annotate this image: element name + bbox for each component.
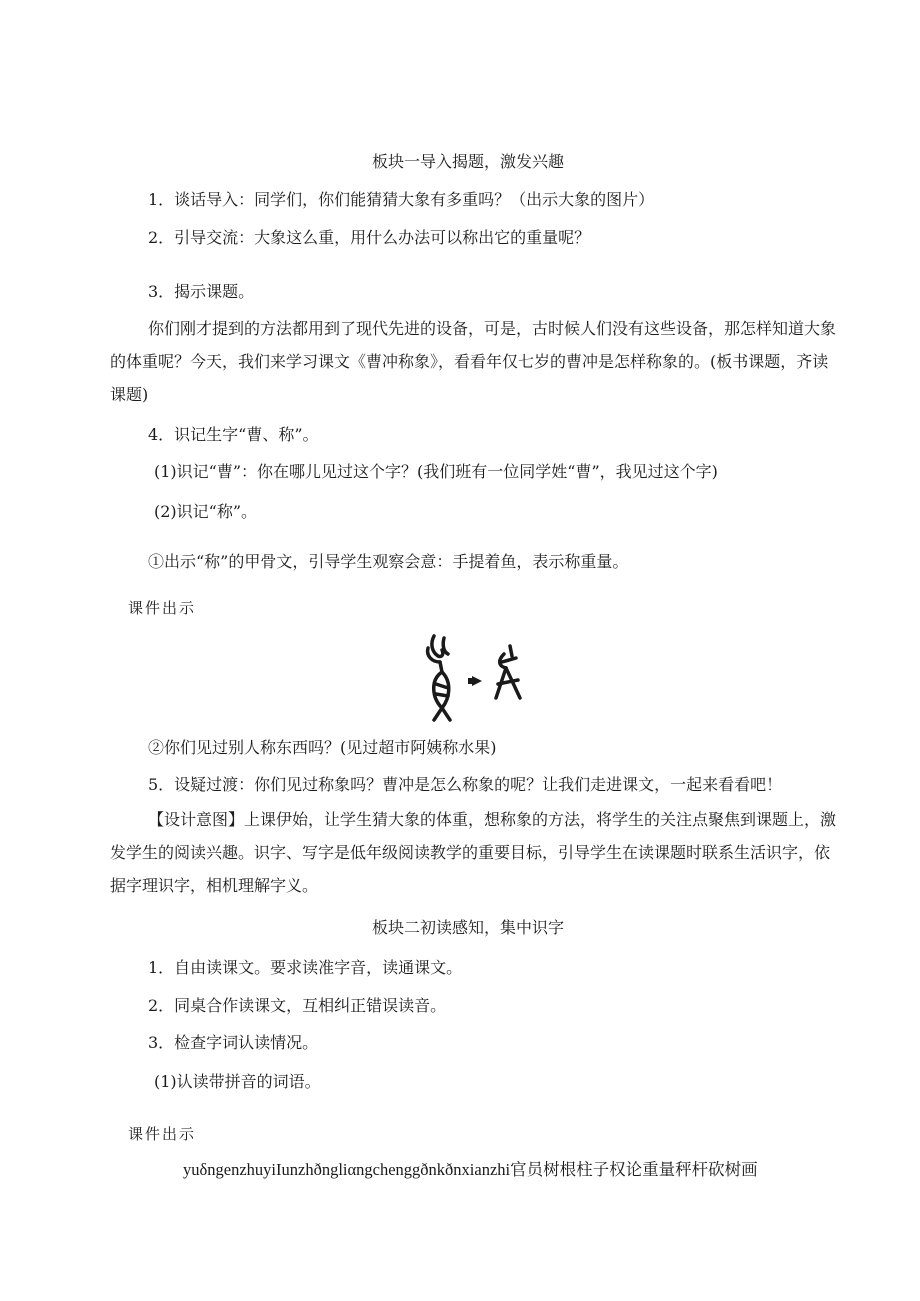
section2-item3: 3．检查字词认读情况。	[148, 1033, 319, 1052]
section1-item4: 4．识记生字“曹、称”。	[148, 425, 319, 444]
section1-sub2: (2)识记“称”。	[154, 502, 258, 521]
section1-item3: 3．揭示课题。	[148, 282, 255, 301]
section2-item1: 1．自由读课文。要求读准字音，读通课文。	[148, 958, 463, 977]
section1-item2: 2．引导交流：大象这么重，用什么办法可以称出它的重量呢？	[148, 228, 591, 247]
section1-item5: 5．设疑过渡：你们见过称象吗？曹冲是怎么称象的呢？让我们走进课文，一起来看看吧！	[148, 775, 783, 794]
section2-sub1: (1)认读带拼音的词语。	[154, 1072, 321, 1091]
oracle-bone-script-icon	[420, 632, 532, 724]
section2-item2: 2．同桌合作读课文，互相纠正错误读音。	[148, 996, 447, 1015]
section1-item1: 1．谈话导入：同学们，你们能猜猜大象有多重吗？（出示大象的图片）	[148, 190, 655, 209]
section1-title: 板块一导入揭题，激发兴趣	[372, 152, 565, 171]
section1-sub1: (1)识记“曹”：你在哪儿见过这个字？(我们班有一位同学姓“曹”，我见过这个字)	[154, 462, 718, 481]
section1-paragraph-text: 你们刚才提到的方法都用到了现代先进的设备，可是，古时候人们没有这些设备，那怎样知道大象的体重呢？今天，我们来学习课文《曹冲称象》，看看年仅七岁的曹冲是怎样称象的。(板书课题，齐读课题)	[110, 319, 837, 404]
section2-title: 板块二初读感知，集中识字	[372, 918, 565, 937]
section1-circ1: ①出示“称”的甲骨文，引导学生观察会意：手提着鱼，表示称重量。	[148, 552, 629, 571]
pinyin-word-list: yuδngenzhuyiIunzhðngliαngchenggðnkðnxianzhi官员树根柱子权论重量秤杆砍树画	[183, 1160, 758, 1179]
design-intent-text: 【设计意图】上课伊始，让学生猜大象的体重，想称象的方法，将学生的关注点聚焦到课题上，激发学生的阅读兴趣。识字、写字是低年级阅读教学的重要目标，引导学生在读课题时联系生活识字，依据字理识字，相机理解字义。	[110, 810, 837, 895]
design-intent	[110, 803, 838, 902]
section1-circ2: ②你们见过别人称东西吗？(见过超市阿姨称水果)	[148, 738, 497, 757]
section1-paragraph	[110, 312, 838, 411]
courseware-label-1: 课件出示	[128, 599, 197, 617]
courseware-label-2: 课件出示	[128, 1125, 197, 1143]
